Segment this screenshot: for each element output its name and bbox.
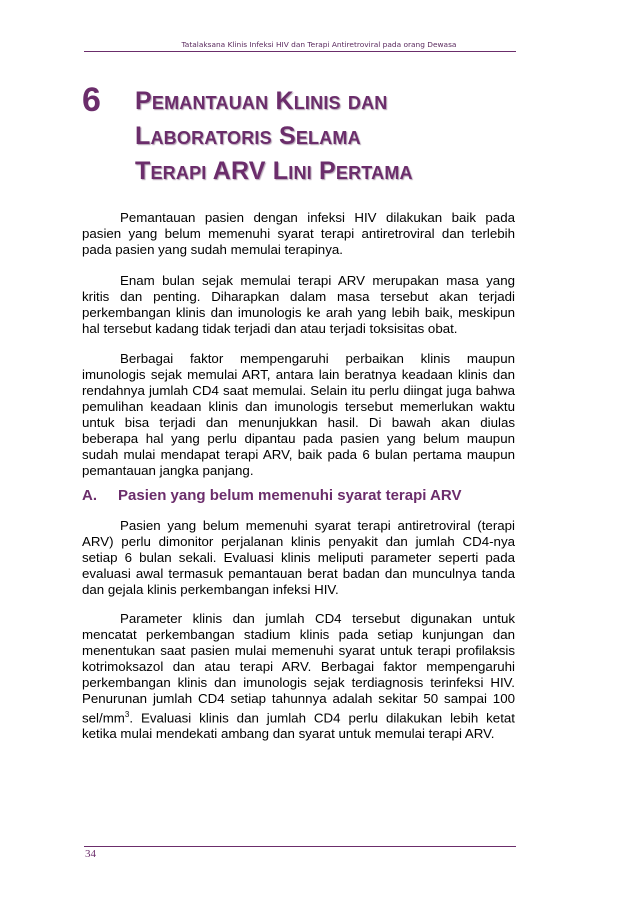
section-a-paragraph-2 xyxy=(82,611,515,742)
paragraph: Pasien yang belum memenuhi syarat terapi antiretroviral (terapi ARV) perlu dimonitor perjalanan klinis penyakit dan jumlah CD4-nya setiap 6 bulan sekali. Evaluasi klinis meliputi parameter seperti pada evaluasi awal termasuk pemantauan berat badan dan munculnya tanda dan gejala klinis perkembangan infeksi HIV. xyxy=(82,518,515,597)
section-a-paragraph-1 xyxy=(82,518,515,598)
chapter-number: 6 xyxy=(82,81,101,119)
paragraph xyxy=(82,611,515,742)
page-number: 34 xyxy=(85,848,96,860)
footer-rule xyxy=(84,846,516,847)
chapter-title-line: Pemantauan Klinis dan xyxy=(135,87,388,115)
chapter-title-line: Terapi ARV Lini Pertama xyxy=(135,157,413,185)
section-letter: A. xyxy=(82,487,97,504)
section-heading xyxy=(82,487,461,504)
paragraph-text: . Evaluasi klinis dan jumlah CD4 perlu dilakukan lebih ketat ketika mulai mendekati ambang dan syarat untuk memulai terapi ARV. xyxy=(82,710,515,742)
chapter-title-line: Laboratoris Selama xyxy=(135,122,361,150)
intro-paragraph-2 xyxy=(82,273,515,337)
paragraph: Berbagai faktor mempengaruhi perbaikan klinis maupun imunologis sejak memulai ART, antara lain beratnya keadaan klinis dan rendahnya jumlah CD4 saat memulai. Selain itu perlu diingat juga bahwa pemulihan keadaan klinis dan imunologis tersebut memerlukan waktu untuk bisa terjadi dan menunjukkan hasil. Di bawah akan diulas beberapa hal yang perlu dipantau pada pasien yang belum maupun sudah mulai mendapat terapi ARV, baik pada 6 bulan pertama maupun pemantauan jangka panjang. xyxy=(82,351,515,478)
superscript: 3 xyxy=(124,710,130,719)
running-header: Tatalaksana Klinis Infeksi HIV dan Terapi Antiretroviral pada orang Dewasa xyxy=(181,40,457,49)
paragraph-text: Parameter klinis dan jumlah CD4 tersebut digunakan untuk mencatat perkembangan stadium klinis pada setiap kunjungan dan menentukan saat pasien mulai memenuhi syarat untuk terapi profilaksis kotrimoksazol dan atau terapi ARV. Berbagai faktor mempengaruhi perkembangan klinis dan imunologis sejak terdiagnosis terinfeksi HIV. Penurunan jumlah CD4 setiap tahunnya adalah sekitar 50 sampai 100 sel/mm xyxy=(82,611,515,726)
header-rule xyxy=(84,51,516,52)
section-title: Pasien yang belum memenuhi syarat terapi ARV xyxy=(118,487,462,504)
paragraph: Enam bulan sejak memulai terapi ARV merupakan masa yang kritis dan penting. Diharapkan dalam masa tersebut akan terjadi perkembangan klinis dan imunologis ke arah yang lebih baik, meskipun hal tersebut kadang tidak terjadi dan atau terjadi toksisitas obat. xyxy=(82,273,515,336)
intro-paragraph-1 xyxy=(82,210,515,258)
paragraph: Pemantauan pasien dengan infeksi HIV dilakukan baik pada pasien yang belum memenuhi syarat terapi antiretroviral dan terlebih pada pasien yang sudah memulai terapinya. xyxy=(82,210,515,257)
intro-paragraph-3 xyxy=(82,351,515,479)
chapter-title xyxy=(135,84,535,189)
